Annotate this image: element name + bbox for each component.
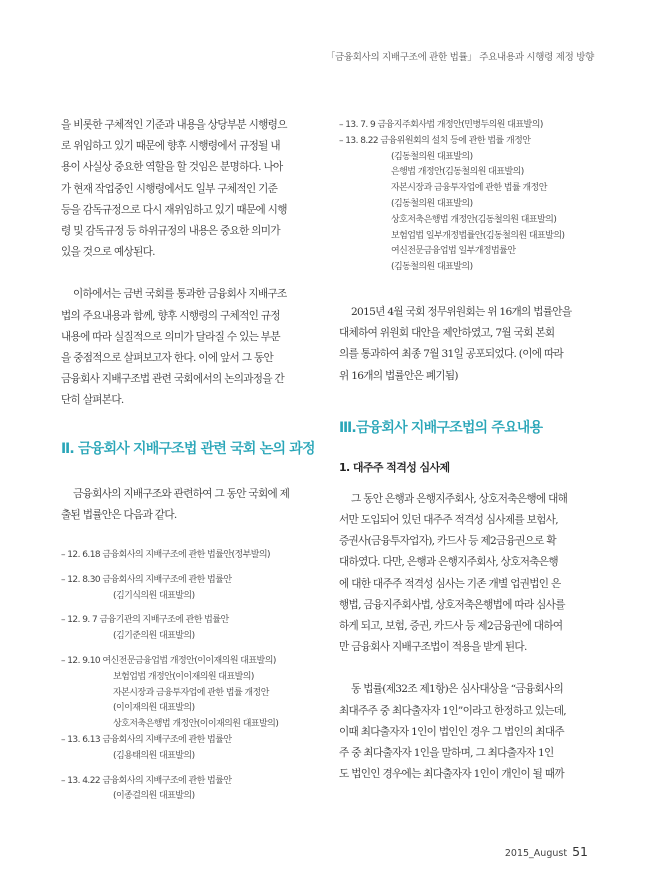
list-item xyxy=(61,654,316,733)
text-line: 최대주주 중 최다출자자 1인”이라고 한정하고 있는데, xyxy=(339,704,566,717)
bill-line: – 12. 9. 7 금융기관의 지배구조에 관한 법률안 xyxy=(61,615,229,626)
running-header: 「금융회사의 지배구조에 관한 법률」 주요내용과 시행령 제정 방향 xyxy=(325,52,594,63)
major-shareholder-paragraph xyxy=(339,489,594,659)
text-line: 도 법인인 경우에는 최다출자자 1인이 개인이 될 때까 xyxy=(339,768,564,781)
bill-line: 보험업법 일부개정법률안(김동철의원 대표발의) xyxy=(391,230,565,241)
subsection-title-1: 1. 대주주 적격성 심사제 xyxy=(339,460,450,474)
text-line: 만 금융회사 지배구조법이 적용을 받게 된다. xyxy=(339,641,527,654)
text-line: 2015년 4월 국회 정무위원회는 위 16개의 법률안을 xyxy=(351,305,572,318)
text-line: 증권사(금융투자업자), 카드사 등 제2금융권으로 확 xyxy=(339,535,556,548)
text-line: 금융회사의 지배구조와 관련하여 그 동안 국회에 제 xyxy=(73,487,290,500)
list-item xyxy=(339,134,594,276)
text-line: 령 및 감독규정 등 하위규정의 내용은 중요한 의미가 xyxy=(61,225,280,238)
bill-line: 여신전문금융업법 일부개정법률안 xyxy=(391,246,516,257)
review-target-paragraph xyxy=(339,679,594,785)
bill-line: 자본시장과 금융투자업에 관한 법률 개정안 xyxy=(391,183,547,194)
text-line: 동 법률(제32조 제1항)은 심사대상을 “금융회사의 xyxy=(351,683,563,696)
text-line: 을 중점적으로 살펴보고자 한다. 이에 앞서 그 동안 xyxy=(61,352,274,365)
bill-line: 상호저축은행법 개정안(김동철의원 대표발의) xyxy=(391,214,557,225)
text-line: 있을 것으로 예상된다. xyxy=(61,246,155,259)
intro-paragraph-continued xyxy=(61,115,316,263)
bill-line: – 12. 9.10 여신전문금융업법 개정안(이이재의원 대표발의) xyxy=(61,656,276,667)
bill-line: 은행법 개정안(김동철의원 대표발의) xyxy=(391,167,524,178)
text-line: 주 중 최다출자자 1인을 말하며, 그 최다출자자 1인 xyxy=(339,747,554,760)
list-item xyxy=(61,613,316,645)
text-line: 하게 되고, 보험, 증권, 카드사 등 제2금융권에 대하여 xyxy=(339,620,563,632)
left-column xyxy=(61,115,316,805)
bill-list-left xyxy=(61,548,316,805)
bill-line: (이종걸의원 대표발의) xyxy=(113,791,195,802)
text-line: 로 위임하고 있기 때문에 향후 시행령에서 규정될 내 xyxy=(61,140,280,153)
text-line: 등을 감독규정으로 다시 재위임하고 있기 때문에 시행 xyxy=(61,203,287,216)
bill-line: 보험업법 개정안(이이재의원 대표발의) xyxy=(113,671,254,682)
list-item xyxy=(61,774,316,806)
text-line: 서만 도입되어 있던 대주주 적격성 심사제를 보험사, xyxy=(339,513,558,526)
text-line: 법의 주요내용과 함께, 향후 시행령의 구체적인 규정 xyxy=(61,309,280,322)
right-column xyxy=(339,115,594,785)
bill-line: (김용태의원 대표발의) xyxy=(113,750,195,761)
promulgation-paragraph xyxy=(339,302,594,387)
text-line: 이하에서는 금번 국회를 통과한 금융회사 지배구조 xyxy=(73,288,287,301)
bill-line: – 12. 6.18 금융회사의 지배구조에 관한 법률안(정부발의) xyxy=(61,550,270,561)
bill-line: (김동철의원 대표발의) xyxy=(391,262,473,273)
text-line: 의를 통과하여 최종 7월 31일 공포되었다. (이에 따라 xyxy=(339,348,564,361)
bill-line: – 13. 4.22 금융회사의 지배구조에 관한 법률안 xyxy=(61,775,232,786)
bills-intro-paragraph xyxy=(61,484,316,526)
text-line: 출된 법률안은 다음과 같다. xyxy=(61,508,177,521)
text-line: 그 동안 은행과 은행지주회사, 상호저축은행에 대해 xyxy=(351,492,568,505)
bill-line: (김기식의원 대표발의) xyxy=(113,590,195,601)
page-footer xyxy=(505,844,588,859)
bill-line: (김동철의원 대표발의) xyxy=(391,198,473,209)
text-line: 위 16개의 법률안은 폐기됨) xyxy=(339,369,458,382)
list-item xyxy=(61,548,316,564)
section-title-iii: Ⅲ.금융회사 지배구조법의 주요내용 xyxy=(339,419,543,436)
text-line: 을 비롯한 구체적인 기준과 내용을 상당부분 시행령으 xyxy=(61,119,287,131)
issue-label: 2015_August xyxy=(504,848,568,859)
text-line: 단히 살펴본다. xyxy=(61,394,124,407)
bill-line: (김기준의원 대표발의) xyxy=(113,631,195,642)
text-line: 용이 사실상 중요한 역할을 할 것임은 분명하다. 나아 xyxy=(61,161,283,174)
text-line: 가 현재 작업중인 시행령에서도 일부 구체적인 기준 xyxy=(61,182,278,195)
bill-line: – 13. 8.22 금융위원회의 설치 등에 관한 법률 개정안 xyxy=(339,135,531,146)
section-title-ii: Ⅱ. 금융회사 지배구조법 관련 국회 논의 과정 xyxy=(61,440,315,457)
bill-line: – 13. 6.13 금융회사의 지배구조에 관한 법률안 xyxy=(61,735,232,746)
bill-line: – 13. 7. 9 금융지주회사법 개정안(민병두의원 대표발의) xyxy=(339,120,543,130)
bill-list-right xyxy=(339,118,594,276)
bill-line: 자본시장과 금융투자업에 관한 법률 개정안 xyxy=(113,687,269,698)
text-line: 이때 최다출자자 1인이 법인인 경우 그 법인의 최대주 xyxy=(339,725,564,738)
text-line: 대하였다. 다만, 은행과 은행지주회사, 상호저축은행 xyxy=(339,556,558,569)
bill-line: – 12. 8.30 금융회사의 지배구조에 관한 법률안 xyxy=(61,574,232,585)
bill-line: (김동철의원 대표발의) xyxy=(391,151,473,162)
text-line: 행법, 금융지주회사법, 상호저축은행법에 따라 심사를 xyxy=(339,598,565,611)
page-number: 51 xyxy=(572,844,588,859)
list-item xyxy=(61,733,316,765)
text-line: 금융회사 지배구조법 관련 국회에서의 논의과정을 간 xyxy=(61,373,285,386)
overview-paragraph xyxy=(61,284,316,411)
bill-line: (이이재의원 대표발의) xyxy=(113,703,195,714)
list-item xyxy=(61,573,316,605)
bill-line: 상호저축은행법 개정안(이이재의원 대표발의) xyxy=(113,719,279,730)
list-item xyxy=(339,118,594,134)
text-line: 대체하여 위원회 대안을 제안하였고, 7월 국회 본회 xyxy=(339,327,555,340)
text-line: 에 대한 대주주 적격성 심사는 기존 개별 업권법인 은 xyxy=(339,577,561,590)
text-line: 내용에 따라 실질적으로 의미가 달라질 수 있는 부분 xyxy=(61,330,280,343)
